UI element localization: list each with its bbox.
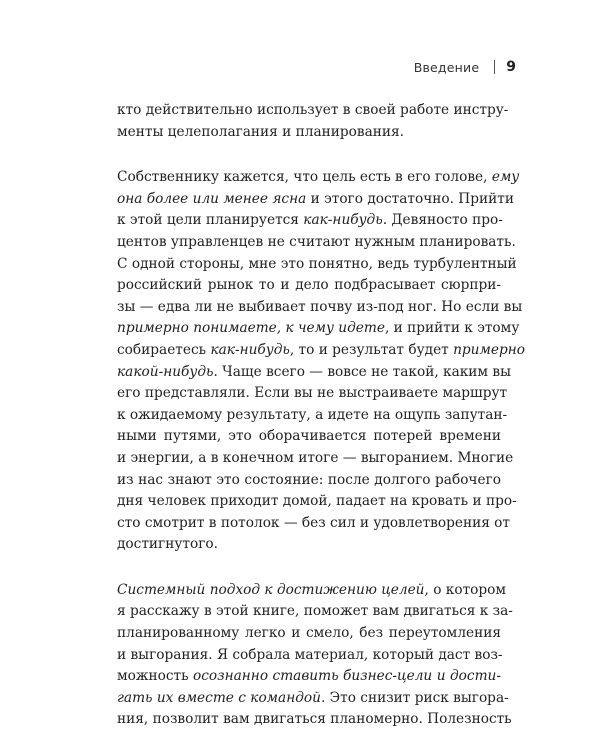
text-run: С одной стороны, мне это понятно, ведь турбулентный	[117, 255, 517, 272]
text-line	[117, 167, 520, 189]
text-line	[117, 297, 523, 319]
text-run: из нас знают это состояние: после долгого рабочего	[117, 471, 501, 488]
text-run: достигнутого.	[117, 536, 218, 553]
text-run: зы — едва ли не выбивает почву из-под ног. Но если вы	[117, 298, 523, 315]
text-line	[117, 318, 520, 340]
text-line	[117, 254, 517, 276]
text-line	[117, 383, 508, 405]
emphasis-text: как-нибудь	[303, 212, 383, 229]
text-line	[117, 688, 509, 710]
text-run: , и прийти к этому	[384, 320, 520, 337]
text-run: можность	[117, 668, 193, 685]
text-run: . Это снизит риск выгора-	[320, 689, 509, 706]
text-run: и выгорания. Я собрала материал, который даст воз-	[117, 646, 503, 663]
text-line	[117, 623, 501, 645]
text-run: ния, позволит вам двигаться планомерно. Полезность	[117, 711, 512, 728]
text-line	[117, 580, 507, 602]
text-line	[117, 534, 501, 556]
emphasis-text: примерно	[453, 341, 525, 358]
emphasis-text: примерно понимаете, к чему идете	[117, 320, 385, 337]
body-text	[117, 100, 525, 755]
text-line	[117, 232, 516, 254]
emphasis-text: ему	[491, 169, 520, 186]
text-run: планированному легко и смело, без переутомления	[117, 625, 501, 642]
text-line	[117, 709, 512, 731]
paragraph	[117, 167, 525, 556]
text-line	[117, 210, 501, 232]
text-run: менты целеполагания и планирования.	[117, 123, 404, 140]
text-run: его представляли. Если вы не выстраиваете маршрут	[117, 385, 508, 402]
text-line	[117, 189, 514, 211]
text-line	[117, 100, 509, 122]
text-line	[117, 426, 501, 448]
text-line	[117, 275, 501, 297]
text-run: Собственнику кажется, что цель есть в его голове,	[117, 169, 492, 186]
text-line	[117, 645, 501, 667]
emphasis-text: Системный подход к достижению целей	[117, 581, 425, 598]
header-separator	[494, 60, 495, 74]
text-run: я расскажу в этой книге, поможет вам двигаться к за-	[117, 603, 513, 620]
text-line	[117, 405, 508, 427]
text-run: . Чаще всего — вовсе не такой, каким вы	[213, 363, 512, 380]
text-run: к ожидаемому результату, а идете на ощупь запутан-	[117, 406, 508, 423]
text-run: к этой цели планируется	[117, 212, 304, 229]
text-run: и энергии, а в конечном итоге — выгоранием. Многие	[117, 449, 514, 466]
section-title: Введение	[413, 59, 480, 75]
text-run: , о котором	[424, 581, 507, 598]
text-line	[117, 448, 514, 470]
emphasis-text: как-нибудь	[210, 341, 290, 358]
page-number: 9	[506, 59, 516, 75]
running-head	[414, 59, 516, 75]
emphasis-text: какой-нибудь	[117, 363, 214, 380]
paragraph	[117, 580, 513, 731]
text-run: собираетесь	[117, 341, 211, 358]
text-line	[117, 491, 517, 513]
emphasis-text: она более или менее ясна	[117, 190, 307, 207]
emphasis-text: гать их вместе с командой	[117, 689, 321, 706]
text-line	[117, 666, 501, 688]
text-run: российский рынок то и дело подбрасывает сюрпри-	[117, 277, 501, 294]
text-line	[117, 362, 512, 384]
emphasis-text: осознанно ставить бизнес-цели и дости-	[193, 668, 501, 685]
text-run: ными путями, это оборачивается потерей времени	[117, 428, 501, 445]
paragraph	[117, 100, 509, 143]
text-line	[117, 340, 525, 362]
text-run: сто смотрит в потолок — без сил и удовлетворения от	[117, 514, 510, 531]
text-line	[117, 601, 513, 623]
text-run: центов управленцев не считают нужным планировать.	[117, 233, 516, 250]
text-line	[117, 513, 510, 535]
text-line	[117, 470, 501, 492]
text-run: и этого достаточно. Прийти	[306, 190, 514, 207]
text-line	[117, 122, 501, 144]
text-run: дня человек приходит домой, падает на кровать и про-	[117, 493, 517, 510]
text-run: кто действительно использует в своей работе инстру-	[117, 102, 509, 118]
text-run: . Девяносто про-	[382, 212, 503, 229]
text-run: , то и результат будет	[289, 341, 454, 358]
